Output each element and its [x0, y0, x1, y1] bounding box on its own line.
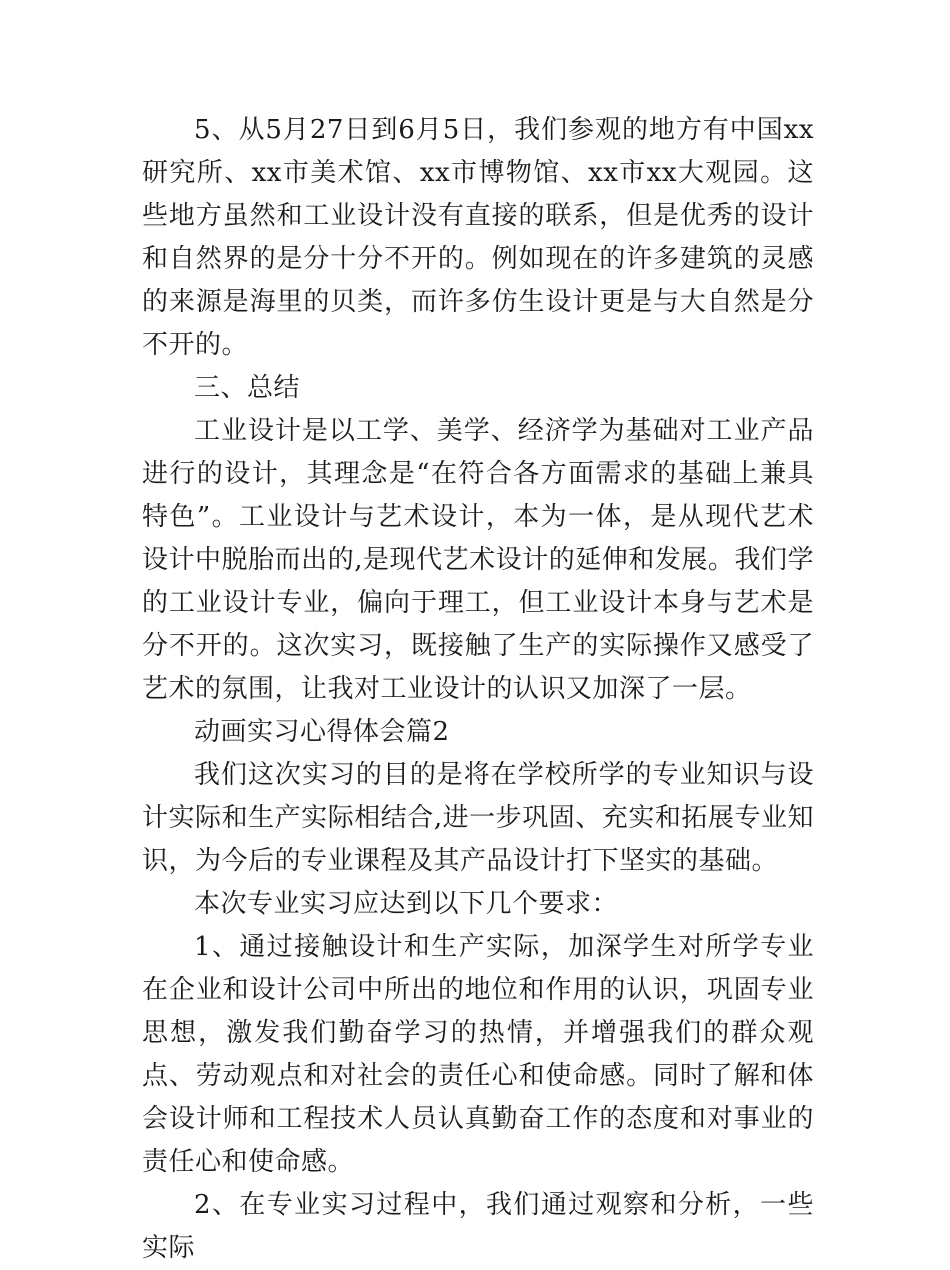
paragraph-visit-list: 5、从5月27日到6月5日，我们参观的地方有中国xx研究所、xx市美术馆、xx市博物馆、xx市xx大观园。这些地方虽然和工业设计没有直接的联系，但是优秀的设计和自然界的是分十分不开的。例如现在的许多建筑的灵感的来源是海里的贝类，而许多仿生设计更是与大自然是分不开的。 — [142, 115, 814, 360]
paragraph-summary: 工业设计是以工学、美学、经济学为基础对工业产品进行的设计，其理念是“在符合各方面需求的基础上兼具特色”。工业设计与艺术设计，本为一体，是从现代艺术设计中脱胎而出的,是现代艺术设计的延伸和发展。我们学的工业设计专业，偏向于理工，但工业设计本身与艺术是分不开的。这次实习，既接触了生产的实际操作又感受了艺术的氛围，让我对工业设计的认识又加深了一层。 — [142, 416, 814, 704]
section-heading-summary: 三、总结 — [194, 373, 301, 403]
paragraph-requirement-1: 1、通过接触设计和生产实际，加深学生对所学专业在企业和设计公司中所出的地位和作用的认识，巩固专业思想，激发我们勤奋学习的热情，并增强我们的群众观点、劳动观点和对社会的责任心和使命感。同时了解和体会设计师和工程技术人员认真勤奋工作的态度和对事业的责任心和使命感。 — [142, 932, 814, 1177]
paragraph-requirements-intro: 本次专业实习应达到以下几个要求： — [194, 889, 619, 919]
paragraph-requirement-2: 2、在专业实习过程中，我们通过观察和分析，一些实际 — [142, 1190, 814, 1263]
section-heading-part2: 动画实习心得体会篇2 — [194, 717, 450, 747]
document-body — [142, 109, 814, 1270]
paragraph-purpose: 我们这次实习的目的是将在学校所学的专业知识与设计实际和生产实际相结合,进一步巩固、充实和拓展专业知识，为今后的专业课程及其产品设计打下坚实的基础。 — [142, 760, 814, 876]
